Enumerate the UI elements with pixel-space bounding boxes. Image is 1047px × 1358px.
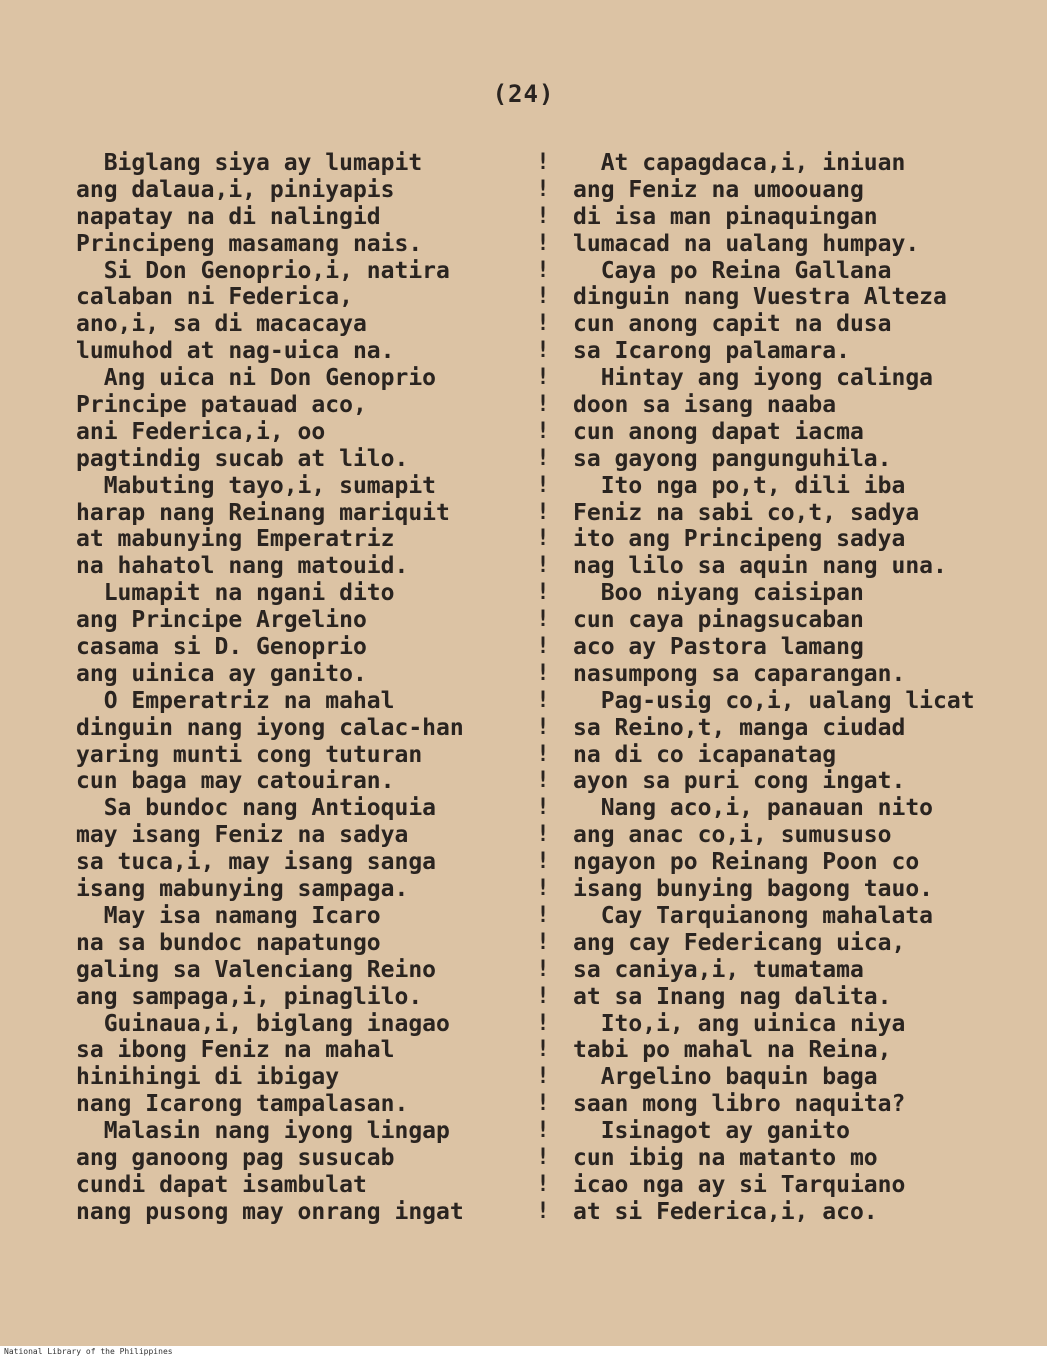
divider-mark: !: [536, 580, 550, 606]
divider-mark: !: [536, 257, 550, 283]
verse-line: cun ibig na matanto mo: [573, 1144, 878, 1171]
verse-line: cun caya pinagsucaban: [573, 607, 864, 634]
verse-line: ang ganoong pag susucab: [76, 1144, 395, 1171]
verse-line: ang Principe Argelino: [76, 607, 367, 634]
divider-mark: !: [536, 822, 550, 848]
verse-line: ang anac co,i, sumususo: [573, 822, 892, 849]
verse-line: sa tuca,i, may isang sanga: [76, 849, 437, 876]
verse-line: ayon sa puri cong ingat.: [573, 768, 906, 795]
divider-mark: !: [536, 714, 550, 740]
verse-line: At capagdaca,i, iniuan: [573, 150, 906, 176]
verse-line: at sa Inang nag dalita.: [573, 983, 892, 1010]
verse-line: May isa namang Icaro: [76, 902, 381, 929]
divider-mark: !: [536, 230, 550, 256]
verse-line: ang uinica ay ganito.: [76, 660, 367, 687]
verse-line: Si Don Genoprio,i, natira: [76, 257, 450, 284]
divider-mark: !: [536, 876, 550, 902]
verse-line: na di co icapanatag: [573, 741, 837, 768]
verse-line: Principe patauad aco,: [76, 392, 367, 419]
verse-line: cun anong capit na dusa: [573, 311, 892, 338]
verse-line: icao nga ay si Tarquiano: [573, 1171, 906, 1198]
verse-line: dinguin nang iyong calac-han: [76, 714, 464, 741]
verse-line: Boo niyang caisipan: [573, 580, 864, 607]
divider-mark: !: [536, 687, 550, 713]
verse-line: ang cay Federicang uica,: [573, 929, 906, 956]
verse-line: sa caniya,i, tumatama: [573, 956, 864, 983]
verse-line: cun baga may catouiran.: [76, 768, 395, 795]
verse-line: nang Icarong tampalasan.: [76, 1091, 409, 1118]
divider-mark: !: [536, 176, 550, 202]
verse-line: Feniz na sabi co,t, sadya: [573, 499, 920, 526]
verse-line: galing sa Valenciang Reino: [76, 956, 437, 983]
divider-mark: !: [536, 956, 550, 982]
verse-line: isang mabunying sampaga.: [76, 876, 409, 903]
divider-mark: !: [536, 795, 550, 821]
verse-line: Isinagot ay ganito: [573, 1118, 850, 1145]
verse-line: nasumpong sa caparangan.: [573, 660, 906, 687]
divider-mark: !: [536, 660, 550, 686]
verse-line: Guinaua,i, biglang inagao: [76, 1010, 450, 1037]
verse-line: Caya po Reina Gallana: [573, 257, 892, 284]
divider-mark: !: [536, 418, 550, 444]
divider-mark: !: [536, 311, 550, 337]
verse-line: lumacad na ualang humpay.: [573, 230, 920, 257]
divider-mark: !: [536, 472, 550, 498]
verse-line: cundi dapat isambulat: [76, 1171, 367, 1198]
verse-line: Sa bundoc nang Antioquia: [76, 795, 437, 822]
verse-line: aco ay Pastora lamang: [573, 634, 864, 661]
verse-line: Ito nga po,t, dili iba: [573, 472, 906, 499]
divider-mark: !: [536, 338, 550, 364]
verse-line: Ito,i, ang uinica niya: [573, 1010, 906, 1037]
verse-line: nang pusong may onrang ingat: [76, 1198, 464, 1225]
verse-line: dinguin nang Vuestra Alteza: [573, 284, 947, 311]
divider-mark: !: [536, 392, 550, 418]
verse-line: Malasin nang iyong lingap: [76, 1118, 450, 1145]
verse-line: Argelino baquin baga: [573, 1064, 878, 1091]
verse-line: at mabunying Emperatriz: [76, 526, 395, 553]
verse-line: na sa bundoc napatungo: [76, 929, 381, 956]
divider-mark: !: [536, 1198, 550, 1224]
verse-line: calaban ni Federica,: [76, 284, 353, 311]
verse-line: na hahatol nang matouid.: [76, 553, 409, 580]
verse-line: ang Feniz na umoouang: [573, 176, 864, 203]
divider-mark: !: [536, 929, 550, 955]
verse-line: Ang uica ni Don Genoprio: [76, 365, 437, 392]
divider-mark: !: [536, 768, 550, 794]
page-number: (24): [492, 80, 555, 108]
right-verse-column: [573, 150, 1043, 1226]
verse-line: Hintay ang iyong calinga: [573, 365, 934, 392]
verse-line: isang bunying bagong tauo.: [573, 876, 934, 903]
verse-line: Lumapit na ngani dito: [76, 580, 395, 607]
verse-line: may isang Feniz na sadya: [76, 822, 409, 849]
divider-mark: !: [536, 526, 550, 552]
verse-line: sa gayong pangunguhila.: [573, 445, 892, 472]
divider-mark: !: [536, 445, 550, 471]
verse-line: di isa man pinaquingan: [573, 203, 878, 230]
divider-mark: !: [536, 1118, 550, 1144]
verse-line: nag lilo sa aquin nang una.: [573, 553, 947, 580]
divider-mark: !: [536, 1010, 550, 1036]
verse-line: ang sampaga,i, pinaglilo.: [76, 983, 423, 1010]
verse-line: pagtindig sucab at lilo.: [76, 445, 409, 472]
verse-line: ngayon po Reinang Poon co: [573, 849, 920, 876]
divider-mark: !: [536, 553, 550, 579]
left-verse-column: [76, 150, 526, 1226]
verse-line: Principeng masamang nais.: [76, 230, 423, 257]
verse-line: ito ang Principeng sadya: [573, 526, 906, 553]
divider-mark: !: [536, 365, 550, 391]
verse-line: napatay na di nalingid: [76, 203, 381, 230]
verse-line: casama si D. Genoprio: [76, 634, 367, 661]
verse-line: ang dalaua,i, piniyapis: [76, 176, 395, 203]
verse-line: saan mong libro naquita?: [573, 1091, 906, 1118]
divider-mark: !: [536, 1064, 550, 1090]
verse-line: sa Icarong palamara.: [573, 338, 850, 365]
verse-line: sa ibong Feniz na mahal: [76, 1037, 395, 1064]
divider-mark: !: [536, 1171, 550, 1197]
divider-mark: !: [536, 203, 550, 229]
verse-line: hinihingi di ibigay: [76, 1064, 340, 1091]
verse-line: at si Federica,i, aco.: [573, 1198, 878, 1225]
divider-mark: !: [536, 150, 550, 175]
verse-line: yaring munti cong tuturan: [76, 741, 423, 768]
verse-line: Cay Tarquianong mahalata: [573, 902, 934, 929]
divider-mark: !: [536, 499, 550, 525]
divider-mark: !: [536, 902, 550, 928]
divider-mark: !: [536, 634, 550, 660]
verse-line: sa Reino,t, manga ciudad: [573, 714, 906, 741]
verse-line: Biglang siya ay lumapit: [76, 150, 423, 176]
verse-line: Pag-usig co,i, ualang licat: [573, 687, 975, 714]
verse-line: lumuhod at nag-uica na.: [76, 338, 395, 365]
verse-line: harap nang Reinang mariquit: [76, 499, 450, 526]
divider-mark: !: [536, 983, 550, 1009]
column-divider: [533, 150, 553, 1226]
divider-mark: !: [536, 849, 550, 875]
divider-mark: !: [536, 1037, 550, 1063]
divider-mark: !: [536, 607, 550, 633]
verse-line: O Emperatriz na mahal: [76, 687, 395, 714]
divider-mark: !: [536, 284, 550, 310]
verse-line: tabi po mahal na Reina,: [573, 1037, 892, 1064]
divider-mark: !: [536, 741, 550, 767]
divider-mark: !: [536, 1091, 550, 1117]
verse-line: Mabuting tayo,i, sumapit: [76, 472, 437, 499]
verse-line: ano,i, sa di macacaya: [76, 311, 367, 338]
verse-line: doon sa isang naaba: [573, 392, 837, 419]
divider-mark: !: [536, 1144, 550, 1170]
verse-line: Nang aco,i, panauan nito: [573, 795, 934, 822]
verse-line: cun anong dapat iacma: [573, 418, 864, 445]
verse-line: ani Federica,i, oo: [76, 418, 326, 445]
footer-credit: National Library of the Philippines: [0, 1346, 1047, 1358]
